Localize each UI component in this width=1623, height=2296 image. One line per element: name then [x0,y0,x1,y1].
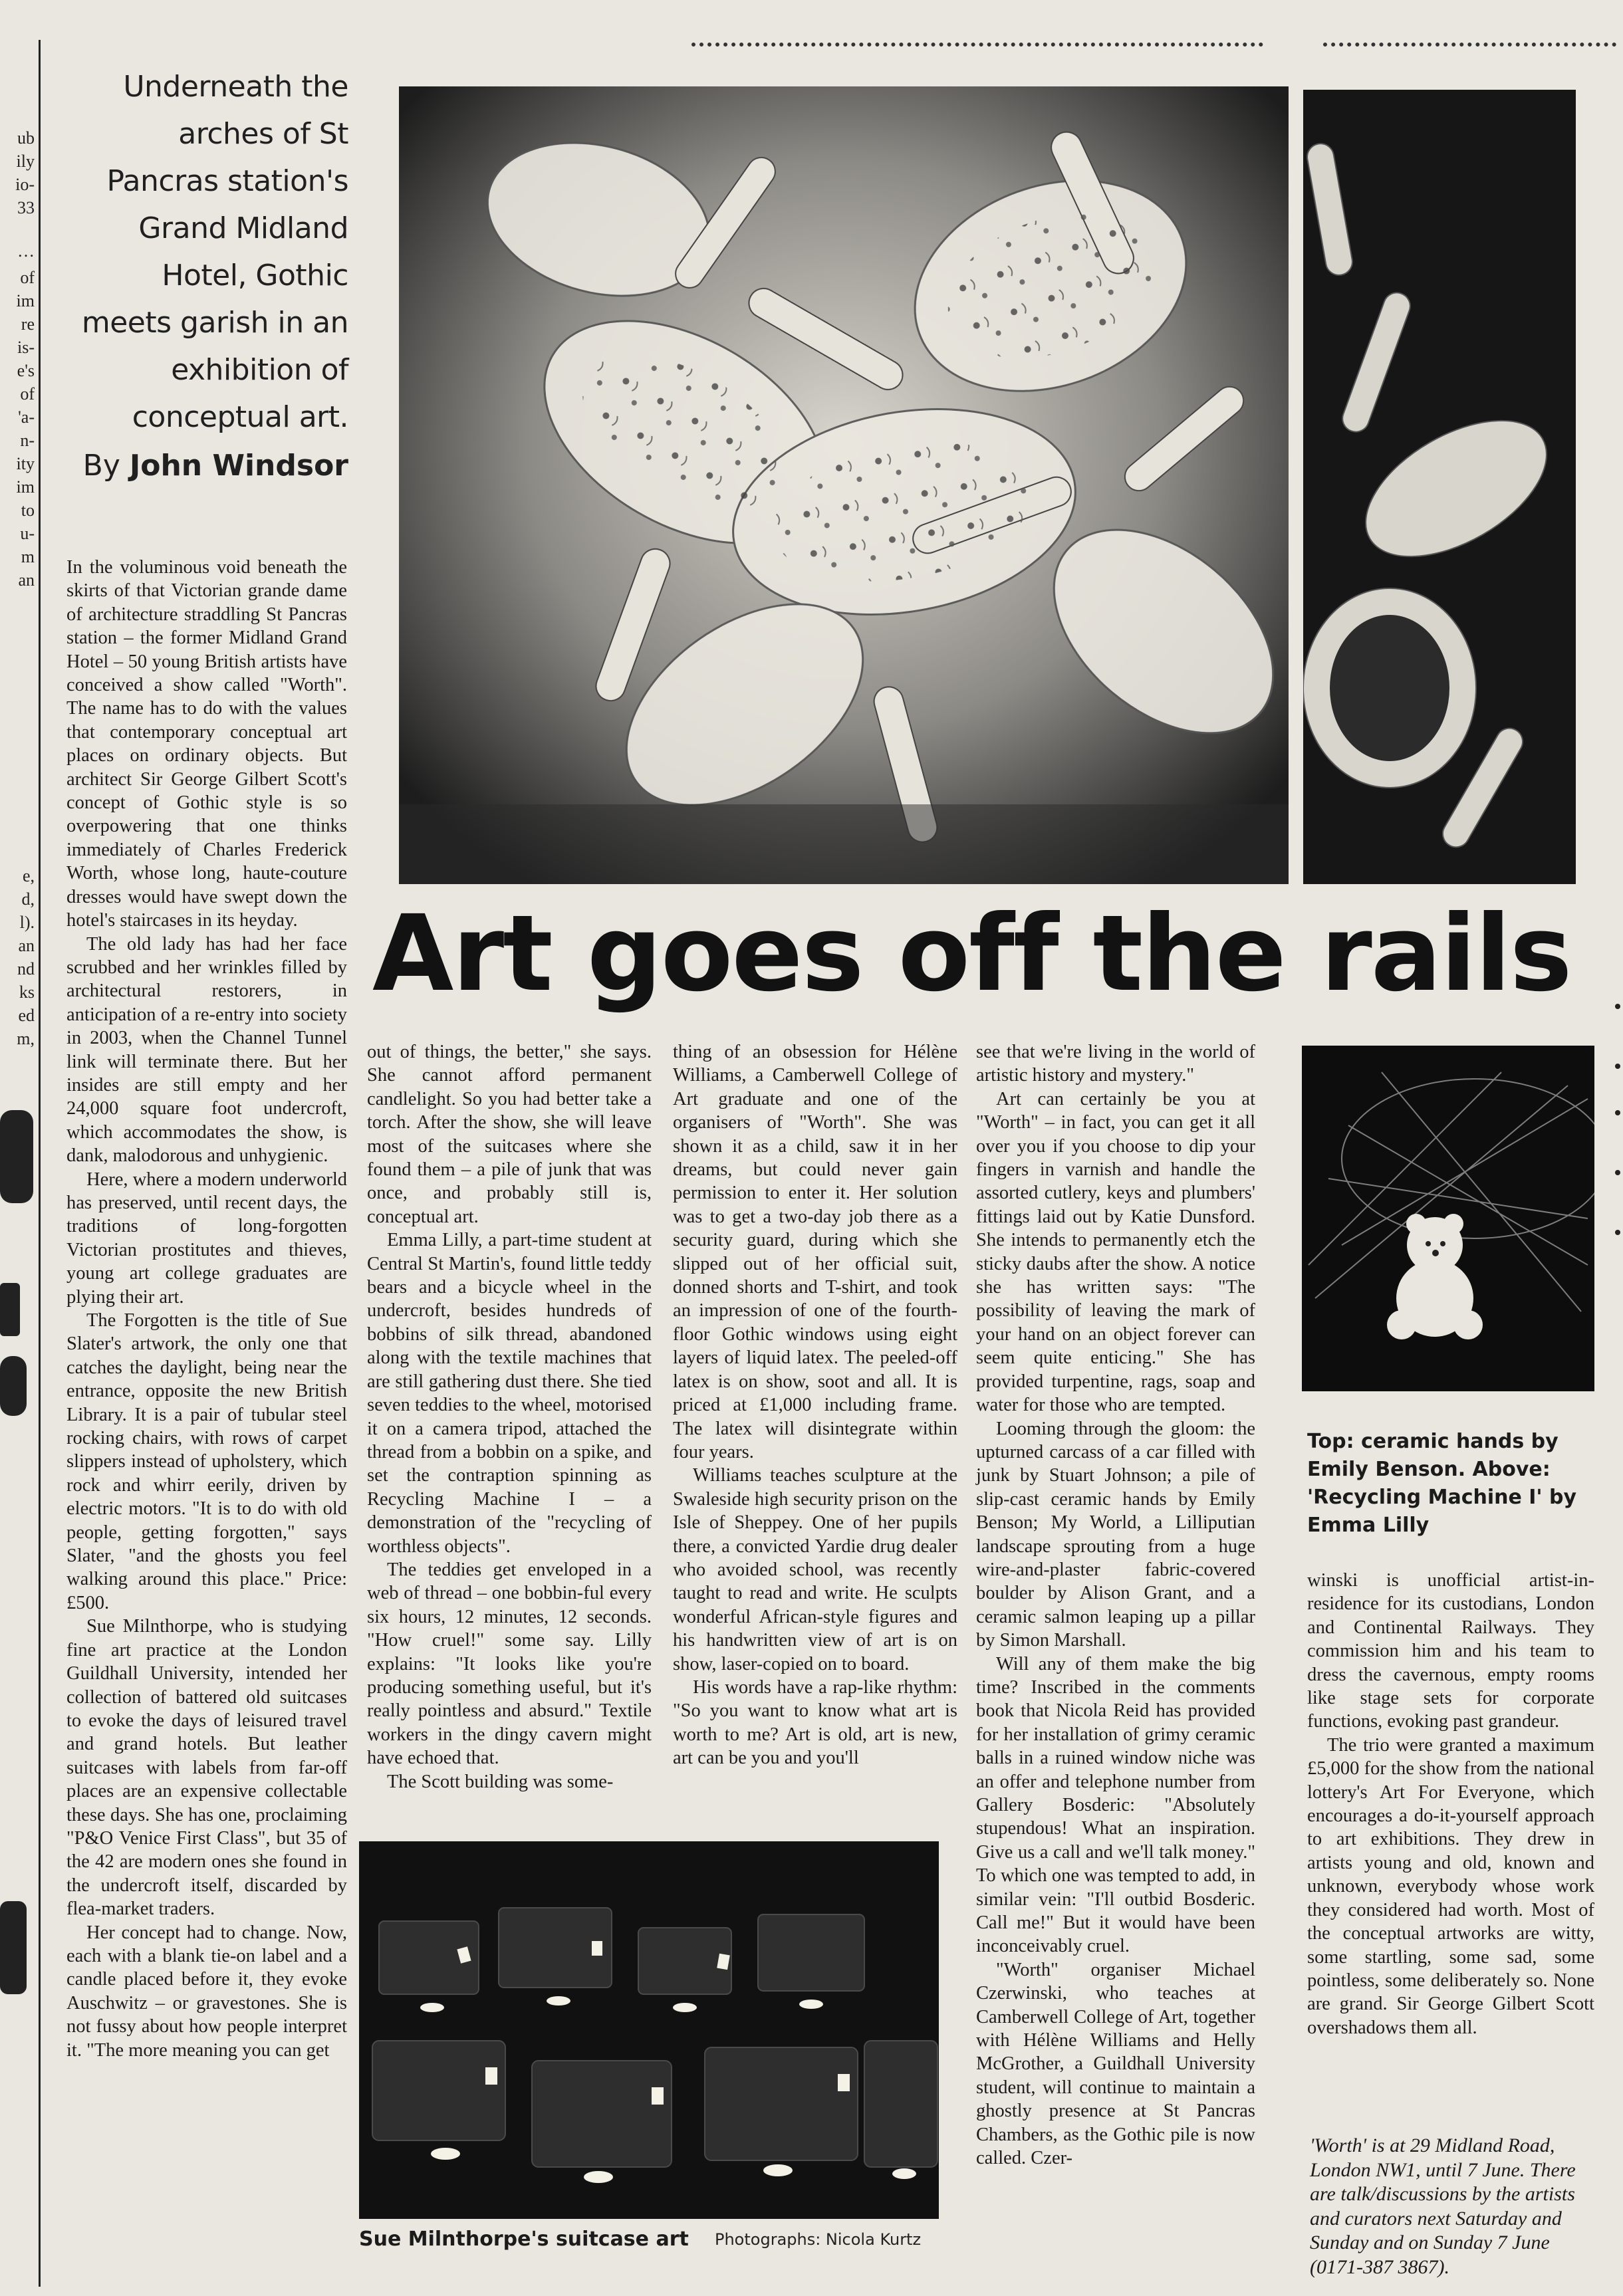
paragraph: Here, where a modern underworld has preserved, until recent days, the traditions of long-forgotten Victorian prostitutes and thieves, young art college graduates are plying their art. [66,1169,347,1308]
photo-credit: Photographs: Nicola Kurtz [715,2230,922,2249]
paragraph: Her concept had to change. Now, each with a blank tie-on label and a candle placed before it, they evoke Auschwitz – or gravestones. She is not fussy about how people interpret it. "The more meaning you can get [66,1922,347,2061]
suitcase-art-photo [359,1841,939,2219]
paragraph: Looming through the gloom: the upturned carcass of a car filled with junk by Stuart Johnson; a pile of slip-cast ceramic hands by Emily Benson; My World, a Lilliputian landscape sprouting from a huge wire-and-plaster fabric-covered boulder by Alison Grant, and a ceramic salmon leaping up a pillar by Simon Marshall. [976,1418,1255,1651]
exhibition-info-footnote: 'Worth' is at 29 Midland Road, London NW1, until 7 June. There are talk/discussions by the artists and curators next Saturday and Sunday and on Sunday 7 June (0171-387 3867). [1310,2134,1576,2278]
ceramic-hands-photo [399,86,1289,884]
adjacent-photo-fragment [0,1901,27,1994]
strip-fragment: im [16,477,35,497]
paragraph: In the voluminous void beneath the skirts of that Victorian grande dame of architecture straddling St Pancras station – the former Midland Grand Hotel – 50 young British artists have conceived a show called "Worth". The name has to do with the values that contemporary conceptual art places on ordinary objects. But architect Sir George Gilbert Scott's concept of Gothic style is so overpowering that one thinks immediately of Charles Frederick Worth, whose long, haute-couture dresses would have swept down the hotel's staircases in its heyday. [66,557,347,931]
article-column-4 [976,1040,1255,2170]
strip-fragment: l). [19,913,35,932]
strip-fragment: nd [17,959,35,978]
paragraph: The Scott building was some- [387,1771,614,1792]
strip-fragment: ed [18,1006,35,1025]
paragraph: Williams teaches sculpture at the Swaleside high security prison on the Isle of Sheppey. One of her pupils there, a convicted Yardie drug dealer who avoided school, was recently taught to read and write. He sculpts wonderful African-style figures and his handwritten view of art is on show, laser-copied on to board. [673,1465,957,1674]
strip-fragment: an [18,570,35,590]
article-column-3 [673,1040,957,1770]
strip-fragment: ily [16,152,35,171]
byline-author: John Windsor [129,449,348,483]
adjacent-article-strip [0,40,41,2287]
strip-fragment: 'a- [18,407,35,427]
paragraph: The teddies get enveloped in a web of thread – one bobbin-ful every six hours, 12 minutes, 12 seconds. "How cruel!" some say. Lilly explains: "It looks like you're producing something useful, but it's really pointless and absurd." Textile workers in the dingy cavern might have echoed that. [367,1559,652,1769]
paragraph: The trio were granted a maximum £5,000 for the show from the national lottery's Art For Everyone, which encourages a do-it-yourself approach to art exhibitions. They drew in artists young and old, known and unknown, everybody whose work they considered had worth. Most of the conceptual artworks are witty, some startling, some sad, some pointless, some deliberately so. None are grand. Sir George Gilbert Scott overshadows them all. [1307,1734,1594,2038]
adjacent-photo-fragment [0,1283,20,1336]
paragraph: Will any of them make the big time? Inscribed in the comments book that Nicola Reid has provided for her installation of grimy ceramic balls in a ruined window niche was an offer and telephone number from Gallery Bosderic: "Absolutely stupendous! What an inspiration. Give us a call and we'll talk money." To which one was tempted to add, in similar vein: "I'll outbid Bosderic. Call me!" But it would have been inconceivably cruel. [976,1653,1255,1957]
headline: Art goes off the rails [372,893,1571,1015]
article-column-2 [367,1040,652,1793]
paragraph: Sue Milnthorpe, who is studying fine art practice at the London Guildhall University, intended her collection of battered old suitcases to evoke the days of leisured travel and grand hotels. But leather suitcases with labels from far-off places are an expensive collectable these days. She has one, proclaiming "P&O Venice First Class", but 35 of the 42 are modern ones she found in the undercroft itself, discarded by flea-market traders. [66,1616,347,1920]
strip-fragment: e's [17,361,35,380]
paragraph: Emma Lilly, a part-time student at Central St Martin's, found little teddy bears and a bicycle wheel in the undercroft, besides hundreds of bobbins of silk thread, abandoned along with the textile machines that are still gathering dust there. She tied seven teddies to the wheel, motorised it on a camera tripod, attached the thread from a bobbin on a spike, and set the contraption spinning as Recycling Machine I – a demonstration of the "recycling of worthless objects". [367,1230,652,1557]
strip-fragment: an [18,936,35,955]
right-edge-strip [1614,40,1623,2287]
paragraph: thing of an obsession for Hélène Williams, a Camberwell College of Art graduate and one of the organisers of "Worth". She was shown it as a child, saw it in her dreams, but could never gain permission to enter it. Her solution was to get a two-day job there as a security guard, during which she slipped out of her official suit, donned shorts and T-shirt, and took an impression of one of the fourth-floor Gothic windows using eight layers of liquid latex. The peeled-off latex is on show, soot and all. It is priced at £1,000 including frame. The latex will disintegrate within four years. [673,1042,957,1462]
strip-fragment: u- [20,524,35,543]
strip-fragment: of [20,268,35,287]
strip-fragment: ub [17,128,35,148]
paragraph: The old lady has had her face scrubbed and her wrinkles filled by architectural restorers, in anticipation of a re-entry into society in 2003, when the Channel Tunnel link will terminate there. But her insides are still empty and her 24,000 square foot undercroft, which accommodates the show, is dank, malodorous and unhygienic. [66,933,347,1167]
adjacent-photo-fragment [0,1356,27,1416]
byline [74,442,348,489]
top-dotted-rule [691,43,1263,47]
strip-fragment: is- [17,338,35,357]
strip-fragment: e, [22,866,35,885]
byline-prefix: By [82,449,120,483]
strip-fragment: ks [19,982,35,1002]
ceramic-hands-photo-detail [1303,90,1576,884]
standfirst: Underneath the arches of St Pancras station's Grand Midland Hotel, Gothic meets garish in an exhibition of conceptual art. [81,70,348,434]
adjacent-photo-fragment [0,1110,33,1203]
strip-fragment: ity [16,454,35,473]
article-column-1 [66,556,347,2062]
strip-fragment: re [21,314,35,334]
suitcase-photo-caption: Sue Milnthorpe's suitcase art [359,2228,689,2251]
strip-fragment: 33 [17,198,35,217]
strip-fragment: io- [15,175,35,194]
strip-fragment: … [17,241,35,261]
strip-fragment: im [16,291,35,310]
paragraph: His words have a rap-like rhythm: "So you want to know what art is worth to me? Art is old, art is new, art can be you and you'll [673,1676,957,1769]
paragraph: winski is unofficial artist-in-residence for its custodians, London and Continental Railways. They commission him and his team to dress the cavernous, empty rooms like stage sets for corporate functions, evoking past grandeur. [1307,1570,1594,1732]
strip-fragment: m, [17,1029,35,1048]
strip-fragment: n- [20,431,35,450]
strip-fragment: of [20,384,35,403]
strip-fragment: m [21,547,35,566]
strip-fragment: d, [21,889,35,909]
paragraph: Art can certainly be you at "Worth" – in fact, you can get it all over you if you choose to dip your fingers in varnish and handle the assorted cutlery, keys and plumbers' fittings laid out by Katie Dunsford. She intends to permanently etch the sticky daubs after the show. A notice she has written says: "The possibility of leaving the mark of your hand on an object forever can seem quite enticing." She has provided turpentine, rags, soap and water for those who are tempted. [976,1088,1255,1416]
paragraph: see that we're living in the world of artistic history and mystery." [976,1042,1255,1086]
paragraph: The Forgotten is the title of Sue Slater's artwork, the only one that catches the daylight, being near the entrance, opposite the new British Library. It is a pair of tubular steel rocking chairs, with rows of carpet slippers instead of upholstery, which rock and whirr eerily, driven by electric motors. "It is to do with old people, getting forgotten," says Slater, "and the ghosts you feel walking around this place." Price: £500. [66,1310,347,1613]
article-column-5 [1307,1569,1594,2039]
paragraph: out of things, the better," she says. She cannot afford permanent candlelight. So you had better take a torch. After the show, she will leave most of the suitcases where she found them – a pile of junk that was once, and probably still is, conceptual art. [367,1042,652,1227]
hands-and-machine-caption: Top: ceramic hands by Emily Benson. Above: 'Recycling Machine I' by Emma Lilly [1307,1430,1577,1537]
recycling-machine-photo [1302,1046,1594,1391]
top-dotted-rule-right [1323,43,1616,47]
paragraph: "Worth" organiser Michael Czerwinski, who teaches at Camberwell College of Art, together with Hélène Williams and Helly McGrother, a Guildhall University student, will continue to maintain a ghostly presence at St Pancras Chambers, as the Gothic pile is now called. Czer- [976,1959,1255,2169]
strip-fragment: to [21,501,35,520]
